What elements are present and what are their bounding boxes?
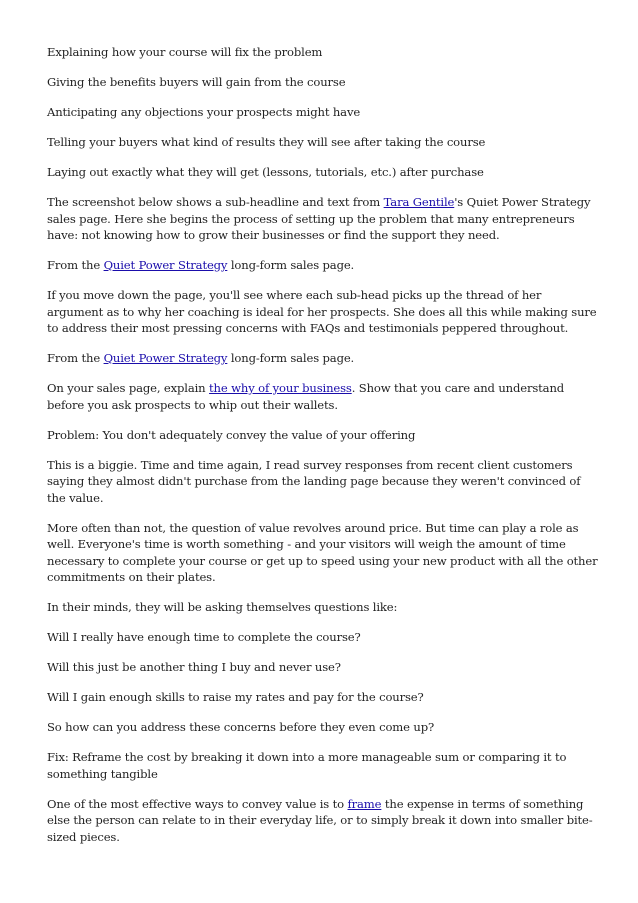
paragraph-why-of-business: [47, 380, 599, 413]
paragraph-text: Giving the benefits buyers will gain from the course: [47, 75, 346, 89]
paragraph-text: Explaining how your course will fix the problem: [47, 45, 323, 59]
paragraph-text-after: long-form sales page.: [227, 258, 355, 272]
link-quiet-power-strategy[interactable]: Quiet Power Strategy: [103, 258, 228, 272]
paragraph-text: Laying out exactly what they will get (lessons, tutorials, etc.) after purchase: [47, 165, 484, 179]
link-frame[interactable]: frame: [347, 796, 382, 811]
paragraph-text-after: 's Quiet Power Strategy sales page. Here she begins the process of setting up the problem that many entrepreneurs have: not knowing how to grow their businesses or find the support they need.: [47, 195, 591, 242]
paragraph-biggie: [47, 457, 599, 507]
heading-problem-value: [47, 427, 599, 444]
paragraph-text-after: long-form sales page.: [227, 351, 355, 365]
link-why-of-your-business[interactable]: the why of your business: [209, 381, 352, 395]
paragraph-text-after: the expense in terms of something else the person can relate to in their everyday life, or to simply break it down into smaller bite-sized pieces.: [47, 796, 593, 844]
paragraph-text-before: From the: [47, 351, 104, 365]
caption-quiet-power-2: [47, 350, 599, 367]
bullet-objections: [47, 104, 599, 121]
paragraph-text: Anticipating any objections your prospects might have: [47, 105, 361, 119]
paragraph-questions-intro: [47, 599, 599, 616]
paragraph-text: Will this just be another thing I buy and never use?: [47, 660, 341, 674]
question-gain-skills: [47, 689, 599, 706]
paragraph-text-before: The screenshot below shows a sub-headline and text from: [47, 195, 384, 209]
paragraph-text: Will I gain enough skills to raise my rates and pay for the course?: [47, 690, 424, 704]
paragraph-text: So how can you address these concerns before they even come up?: [47, 720, 435, 734]
paragraph-text-before: From the: [47, 258, 104, 272]
paragraph-text: Problem: You don't adequately convey the value of your offering: [47, 427, 416, 442]
link-quiet-power-strategy[interactable]: Quiet Power Strategy: [103, 351, 228, 365]
paragraph-screenshot-intro: [47, 194, 599, 244]
paragraph-address-concerns: [47, 719, 599, 736]
paragraph-text: More often than not, the question of value revolves around price. But time can play a role as well. Everyone's time is worth something - and your visitors will weigh the amount of time necessary to complete your course or get up to speed using your new product with all the other commitments on their plates.: [47, 520, 598, 584]
paragraph-frame-expense: [47, 796, 599, 846]
paragraph-text-before: One of the most effective ways to convey value is to: [47, 796, 348, 811]
paragraph-subhead-thread: [47, 287, 599, 337]
paragraph-text-after: . Show that you care and understand before you ask prospects to whip out their wallets.: [47, 381, 565, 412]
bullet-explaining-fix: [47, 44, 599, 61]
paragraph-text: If you move down the page, you'll see where each sub-head picks up the thread of her argument as to why her coaching is ideal for her prospects. She does all this while making sure to address their most pressing concerns with FAQs and testimonials peppered throughout.: [47, 288, 597, 335]
bullet-results: [47, 134, 599, 151]
question-enough-time: [47, 629, 599, 646]
bullet-benefits: [47, 74, 599, 91]
caption-quiet-power-1: [47, 257, 599, 274]
paragraph-text-before: On your sales page, explain: [47, 381, 210, 395]
link-tara-gentile[interactable]: Tara Gentile: [383, 195, 455, 209]
paragraph-text: Will I really have enough time to complete the course?: [47, 630, 361, 644]
paragraph-text: In their minds, they will be asking themselves questions like:: [47, 600, 398, 614]
question-never-use: [47, 659, 599, 676]
bullet-deliverables: [47, 164, 599, 181]
paragraph-text: Fix: Reframe the cost by breaking it down into a more manageable sum or comparing it to something tangible: [47, 750, 567, 781]
document-body: [47, 44, 599, 859]
heading-fix-reframe: [47, 749, 599, 782]
paragraph-text: This is a biggie. Time and time again, I read survey responses from recent client customers saying they almost didn't purchase from the landing page because they weren't convinced of the value.: [47, 457, 581, 505]
paragraph-value-price: [47, 520, 599, 586]
paragraph-text: Telling your buyers what kind of results they will see after taking the course: [47, 135, 486, 149]
